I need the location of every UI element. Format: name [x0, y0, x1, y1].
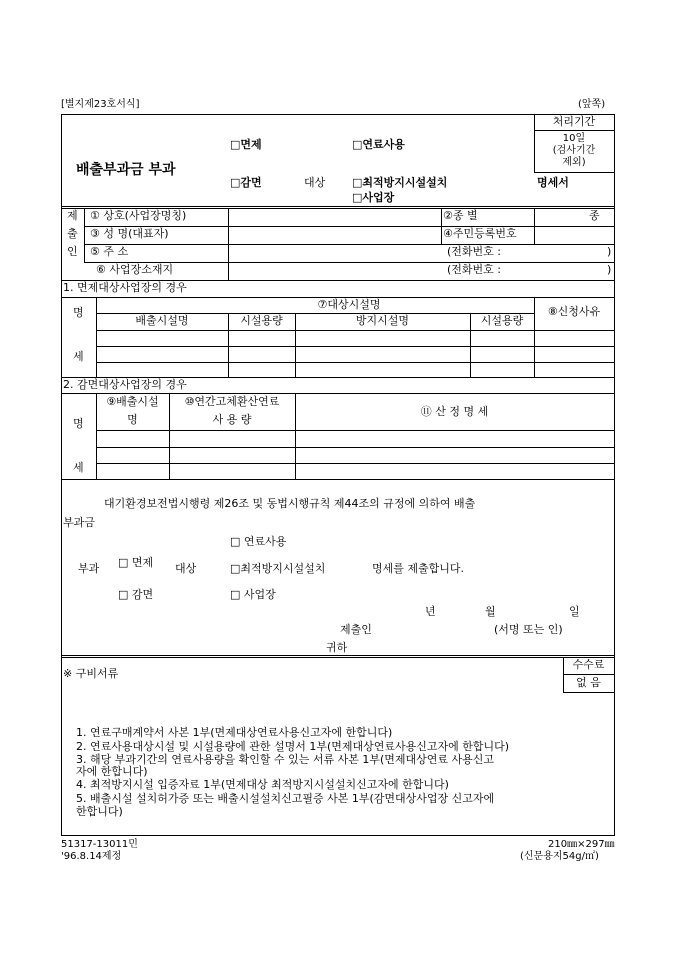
- section2-title: 2. 감면대상사업장의 경우: [63, 378, 187, 391]
- label-phone-site: (전화번호 :: [447, 263, 501, 276]
- label-representative: ③ 성 명(대표자): [90, 227, 169, 240]
- doc-item: 한합니다): [76, 805, 123, 818]
- label-kind: ②종 별: [443, 209, 478, 222]
- title-option-workplace: □사업장: [352, 191, 395, 204]
- title-option-facility: □최적방지시설설치: [352, 176, 448, 189]
- applicant-side-char: 인: [67, 245, 78, 258]
- col-prevention-facility: 방지시설명: [355, 314, 410, 327]
- applicant-top-border: [61, 206, 614, 207]
- col-calculation-details: ⑪ 산 정 명 세: [420, 405, 489, 418]
- applicant-right-divider: [534, 208, 535, 244]
- title-top-border: [61, 114, 614, 115]
- title-suffix: 명세서: [537, 176, 569, 189]
- statement-facility: □최적방지시설설치: [230, 562, 326, 575]
- footer-paper: (신문용지54g/㎡): [520, 851, 599, 862]
- section2-bottom-border: [61, 479, 614, 480]
- statement-exempt: □ 면제: [118, 556, 154, 569]
- processing-note: (검사기간: [552, 145, 596, 156]
- section2-row-line: [96, 447, 614, 448]
- doc-item: 자에 한합니다): [76, 765, 148, 778]
- title-option-fuel: □연료사용: [352, 138, 405, 151]
- form-right-border: [614, 114, 615, 836]
- statement-line-1: 대기환경보전법시행령 제26조 및 동법시행규칙 제44조의 규정에 의하여 배출: [104, 497, 476, 510]
- date-month: 월: [485, 605, 496, 618]
- submitter-label: 제출인: [340, 623, 372, 636]
- processing-value: 10일: [562, 133, 586, 144]
- applicant-mid-divider: [441, 208, 442, 244]
- fee-box-divider: [563, 674, 614, 675]
- col-capacity-2: 시설용량: [480, 314, 524, 327]
- page-side: (앞쪽): [578, 99, 606, 110]
- statement-levy: 부과: [78, 562, 100, 575]
- label-resident-number: ④주민등록번호: [443, 227, 517, 240]
- form-number: [별지제23호서식]: [61, 99, 140, 110]
- title-option-exempt: □면제: [230, 138, 262, 151]
- label-phone: (전화번호 :: [447, 245, 501, 258]
- section1-side-divider: [96, 297, 97, 377]
- processing-label: 처리기간: [552, 115, 596, 128]
- statement-target: 대상: [175, 562, 197, 575]
- col-annual-fuel-2: 사 용 량: [212, 413, 252, 426]
- date-day: 일: [569, 605, 580, 618]
- fee-label: 수수료: [572, 658, 605, 671]
- section1-header-bottom: [96, 330, 614, 331]
- statement-reduce: □ 감면: [118, 588, 154, 601]
- label-address: ⑤ 주 소: [90, 245, 129, 258]
- statement-submit: 명세를 제출합니다.: [372, 562, 465, 575]
- col-emission-facility-name-2: 명: [127, 413, 138, 426]
- section1-side-top: 명: [73, 306, 84, 319]
- applicant-side-divider: [84, 208, 85, 262]
- form-left-border: [61, 114, 62, 836]
- doc-item: 4. 최적방지시설 입증자료 1부(면제대상 최적방지시설설치신고자에 한합니다): [76, 778, 449, 791]
- fee-value: 없 음: [576, 676, 601, 689]
- footer-code: 51317-13011민: [61, 839, 138, 850]
- title-target: 대상: [304, 176, 326, 189]
- addressee-label: 귀하: [326, 641, 348, 654]
- fee-box-bottom: [563, 692, 614, 693]
- footer-size: 210㎜×297㎜: [548, 839, 615, 850]
- section2-side-bottom: 세: [73, 461, 84, 474]
- form-title: 배출부과금 부과: [76, 162, 176, 178]
- statement-workplace: □ 사업장: [230, 588, 276, 601]
- col-request-reason: ⑧신청사유: [547, 305, 601, 318]
- section2-row-line: [96, 463, 614, 464]
- applicant-side-char: 제: [67, 209, 78, 222]
- processing-box-divider: [534, 130, 614, 131]
- label-site-location: ⑥ 사업장소재지: [96, 263, 174, 276]
- docs-title: ※ 구비서류: [63, 667, 119, 680]
- date-year: 년: [425, 605, 436, 618]
- section1-title: 1. 면제대상사업장의 경우: [63, 281, 187, 294]
- section2-header-bottom: [96, 430, 614, 431]
- docs-top-border: [61, 655, 614, 656]
- doc-item: 5. 배출시설 설치허가증 또는 배출시설설치신고필증 사본 1부(감면대상사업장 신고자에: [76, 792, 495, 805]
- section1-row-line: [96, 346, 614, 347]
- col-capacity: 시설용량: [240, 314, 283, 327]
- col-emission-facility-name: ⑨배출시설: [106, 395, 159, 408]
- kind-suffix: 종: [589, 209, 600, 222]
- section2-top-border: [61, 393, 614, 394]
- applicant-side-char: 출: [67, 227, 78, 240]
- section1-row-line: [96, 362, 614, 363]
- section2-side-top: 명: [73, 417, 84, 430]
- label-company: ① 상호(사업장명칭): [90, 209, 187, 222]
- docs-top-border-inner: [61, 657, 614, 658]
- applicant-label-divider: [228, 208, 229, 280]
- col-annual-fuel: ⑩연간고체환산연료: [184, 395, 280, 408]
- processing-box-bottom: [534, 172, 614, 173]
- phone-site-close-paren: ): [607, 263, 612, 276]
- title-option-reduce: □감면: [230, 176, 262, 189]
- form-bottom-border: [61, 835, 615, 836]
- col-emission-facility: 배출시설명: [135, 314, 189, 327]
- processing-note-2: 제외): [562, 157, 586, 168]
- statement-fuel: □ 연료사용: [230, 535, 287, 548]
- signature-label: (서명 또는 인): [494, 623, 563, 636]
- statement-line-2: 부과금: [63, 516, 95, 529]
- applicant-row-line: [84, 244, 614, 245]
- doc-item: 3. 해당 부과기간의 연료사용량을 확인할 수 있는 서류 사본 1부(면제대상연료 사용신고: [76, 753, 495, 766]
- doc-item: 2. 연료사용대상시설 및 시설용량에 관한 설명서 1부(면제대상연료사용신고자에 한합니다): [76, 740, 510, 753]
- section1-side-bottom: 세: [73, 350, 84, 363]
- doc-item: 1. 연료구매계약서 사본 1부(면제대상연료사용신고자에 한합니다): [76, 726, 393, 739]
- footer-date: '96.8.14제정: [61, 851, 122, 862]
- section1-group-header: ⑦대상시설명: [317, 298, 381, 311]
- phone-close-paren: ): [607, 245, 612, 258]
